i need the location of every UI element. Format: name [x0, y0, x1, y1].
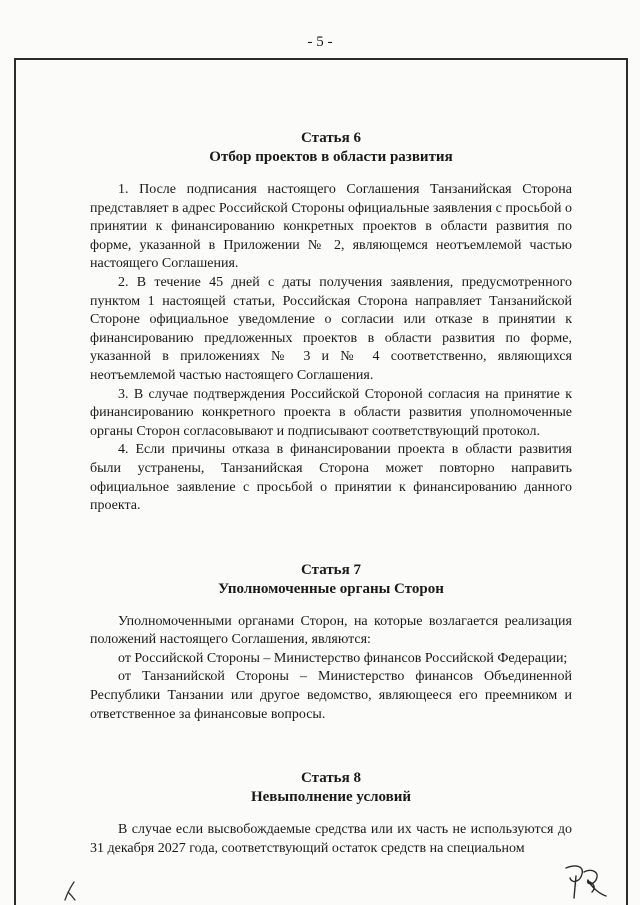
initial-mark-icon: [62, 880, 78, 902]
section-gap: [90, 724, 572, 769]
article-title: Уполномоченные органы Сторон: [218, 580, 444, 597]
paragraph: 2. В течение 45 дней с даты получения заявления, предусмотренного пунктом 1 настоящей статьи, Российская Сторона направляет Танзанийской Стороне официальное уведомление о согласии или отказе в принятии к финансированию предложенных проектов в области развития по форме, указанной в приложениях № 3 и № 4 соответственно, являющихся неотъемлемой частью настоящего Соглашения.: [90, 274, 572, 383]
page-number: - 5 -: [307, 34, 333, 50]
paragraph: 1. После подписания настоящего Соглашения Танзанийская Сторона представляет в адрес Российской Стороны официальные заявления с просьбой о принятии к финансированию конкретных проектов в области развития по форме, указанной в Приложении № 2, являющемся неотъемлемой частью настоящего Соглашения.: [90, 182, 572, 272]
signature-icon: [562, 858, 610, 902]
article-8: [90, 769, 572, 858]
page-frame-top: [14, 58, 628, 60]
article-number: Статья 7: [301, 561, 361, 578]
paragraph: Уполномоченными органами Сторон, на которые возлагается реализация положений настоящего Соглашения, являются:: [90, 613, 572, 648]
article-6: [90, 129, 572, 516]
paragraph: от Танзанийской Стороны – Министерство финансов Объединенной Республики Танзании или другое ведомство, являющееся его преемником и ответственное за финансовые вопросы.: [90, 669, 572, 722]
page-frame-left: [14, 58, 16, 905]
page-frame-right: [626, 58, 628, 905]
paragraph: от Российской Стороны – Министерство финансов Российской Федерации;: [118, 650, 568, 666]
paragraph: 4. Если причины отказа в финансировании проекта в области развития были устранены, Танзанийская Сторона может повторно направить официальное заявление с просьбой о принятии к финансированию данного проекта.: [90, 442, 572, 514]
paragraph: В случае если высвобождаемые средства или их часть не используются до 31 декабря 2027 года, соответствующий остаток средств на специальном: [90, 822, 572, 856]
article-number: Статья 8: [301, 770, 361, 787]
section-gap: [90, 516, 572, 561]
document-body: [90, 129, 572, 858]
article-7: [90, 561, 572, 725]
article-title: Невыполнение условий: [250, 789, 412, 806]
article-number: Статья 6: [301, 130, 361, 146]
article-title: Отбор проектов в области развития: [209, 149, 453, 165]
paragraph: 3. В случае подтверждения Российской Стороной согласия на принятие к финансированию конкретного проекта в области развития уполномоченные органы Сторон согласовывают и подписывают соответствующий протокол.: [90, 386, 572, 439]
